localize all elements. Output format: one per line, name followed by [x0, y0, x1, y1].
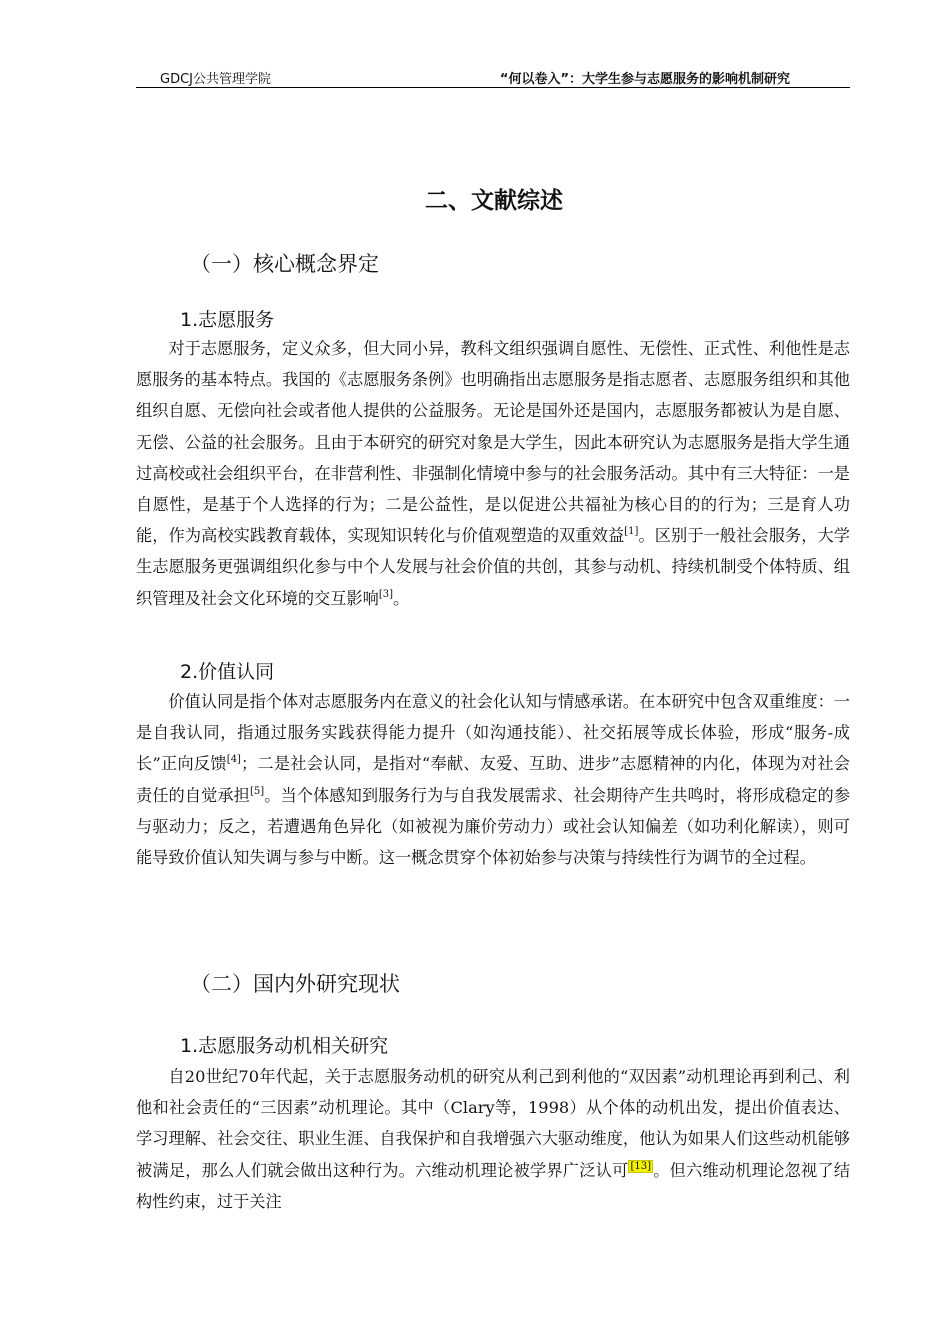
header-rule [136, 87, 850, 88]
citation[interactable]: [4] [226, 754, 241, 766]
section-title-core-concepts: （一）核心概念界定 [190, 252, 379, 276]
para-text: 。当个体感知到服务行为与自我发展需求、社会期待产生共鸣时，将形成稳定的参与驱动力；反之，若遭遇角色异化（如被视为廉价劳动力）或社会认知偏差（如功利化解读），则可能导致价值认知失调与参与中断。这一概念贯穿个体初始参与决策与持续性行为调节的全过程。 [136, 785, 851, 868]
para-text: 。区别于一般社会服务，大学生志愿服务更强调组织化参与中个人发展与社会价值的共创，其参与动机、持续机制受个体特质、组织管理及社会文化环境的交互影响 [136, 526, 850, 608]
citation-highlighted[interactable]: [13] [630, 1160, 652, 1172]
paragraph-volunteer-service [136, 333, 850, 614]
subsection-title-motivation-research: 1.志愿服务动机相关研究 [180, 1035, 389, 1057]
para-text: 自20世纪70年代起，关于志愿服务动机的研究从利己到利他的“双因素”动机理论再到利己、利他和社会责任的“三因素”动机理论。其中（Clary等，1998）从个体的动机出发，提出价值表达、学习理解、社会交往、职业生涯、自我保护和自我增强六大驱动维度，他认为如果人们这些动机能够被满足，那么人们就会做出这种行为。六维动机理论被学界广泛认可 [136, 1067, 850, 1180]
paragraph-motivation-research [136, 1061, 850, 1217]
para-text: 。但六维动机理论忽视了结构性约束，过于关注 [136, 1160, 851, 1211]
citation[interactable]: [3] [378, 588, 393, 600]
citation[interactable]: [1] [624, 526, 639, 538]
paragraph-value-identity [136, 686, 850, 873]
subsection-title-value-identity: 2.价值认同 [180, 661, 275, 683]
section-title-research-status: （二）国内外研究现状 [190, 972, 400, 996]
para-text: 对于志愿服务，定义众多，但大同小异，教科文组织强调自愿性、无偿性、正式性、利他性是志愿服务的基本特点。我国的《志愿服务条例》也明确指出志愿服务是指志愿者、志愿服务组织和其他组织自愿、无偿向社会或者他人提供的公益服务。无论是国外还是国内，志愿服务都被认为是自愿、无偿、公益的社会服务。且由于本研究的研究对象是大学生，因此本研究认为志愿服务是指大学生通过高校或社会组织平台，在非营利性、非强制化情境中参与的社会服务活动。其中有三大特征：一是自愿性，是基于个人选择的行为；二是公益性，是以促进公共福祉为核心目的的行为；三是育人功能，作为高校实践教育载体，实现知识转化与价值观塑造的双重效益 [136, 339, 850, 546]
subsection-title-volunteer-service: 1.志愿服务 [180, 309, 275, 331]
para-text: ；二是社会认同，是指对“奉献、友爱、互助、进步”志愿精神的内化，体现为对社会责任的自觉承担 [136, 754, 850, 805]
page-header-right: “何以卷入”：大学生参与志愿服务的影响机制研究 [499, 72, 790, 87]
para-text: 。 [392, 588, 410, 608]
citation[interactable]: [5] [249, 785, 265, 797]
para-text: 价值认同是指个体对志愿服务内在意义的社会化认知与情感承诺。在本研究中包含双重维度：一是自我认同，指通过服务实践获得能力提升（如沟通技能）、社交拓展等成长体验，形成“服务-成长”正向反馈 [136, 692, 850, 774]
chapter-title: 二、文献综述 [425, 188, 563, 214]
page-header-left: GDCJ公共管理学院 [160, 72, 271, 87]
